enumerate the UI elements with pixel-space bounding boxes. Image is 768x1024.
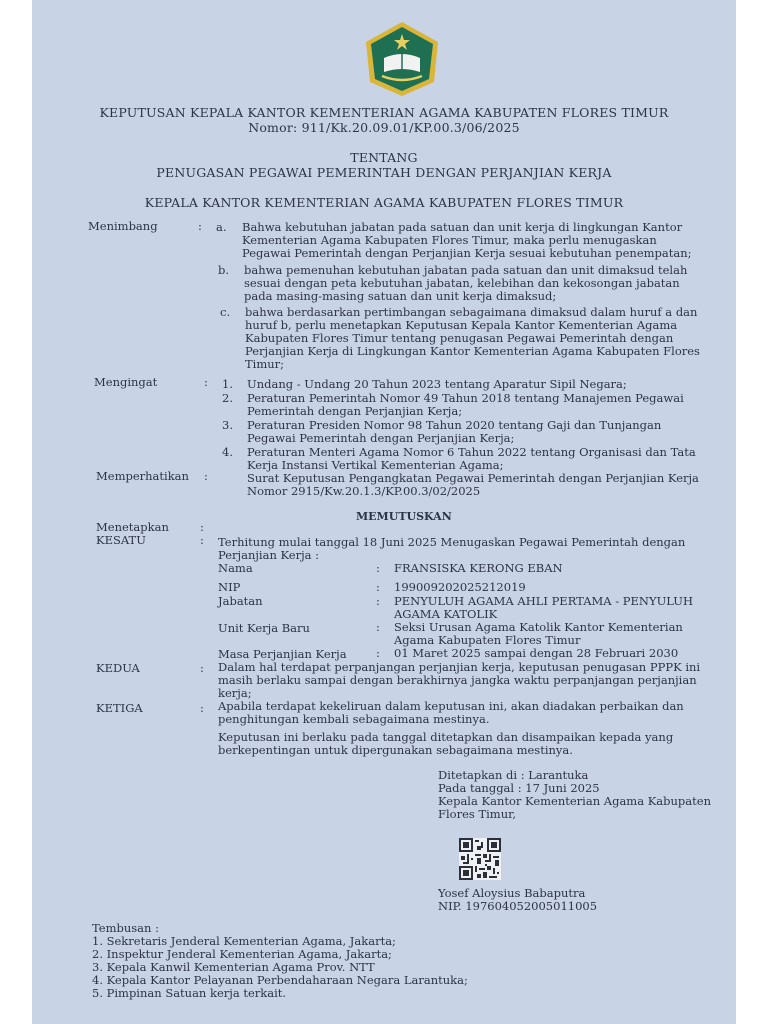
- decree-subject: PENUGASAN PEGAWAI PEMERINTAH DENGAN PERJANJIAN KERJA: [156, 165, 612, 180]
- item-line: Pegawai Pemerintah dengan Perjanjian Kerja sesuai kebutuhan penempatan;: [242, 246, 692, 260]
- tembusan-item: 5. Pimpinan Satuan kerja terkait.: [92, 986, 287, 1000]
- colon: :: [200, 533, 204, 547]
- field-value: Seksi Urusan Agama Katolik Kantor Kementerian: [394, 620, 683, 634]
- memperhatikan-label: Memperhatikan: [96, 469, 189, 483]
- signer-position: Flores Timur,: [438, 807, 516, 821]
- field-label: Nama: [218, 561, 253, 575]
- field-value: PENYULUH AGAMA AHLI PERTAMA - PENYULUH: [394, 594, 693, 608]
- item-marker: c.: [220, 305, 231, 319]
- memutuskan-heading: MEMUTUSKAN: [356, 510, 452, 523]
- colon: :: [376, 646, 380, 660]
- memperhatikan-line: Surat Keputusan Pengangkatan Pegawai Pemerintah dengan Perjanjian Kerja: [247, 471, 699, 485]
- kesatu-label: KESATU: [96, 533, 146, 547]
- colon: :: [198, 219, 202, 233]
- item-line: Kerja Instansi Vertikal Kementerian Agama;: [247, 458, 504, 472]
- closing-line: berkepentingan untuk dipergunakan sebagaimana mestinya.: [218, 743, 573, 757]
- menetapkan-label: Menetapkan: [96, 520, 169, 534]
- kesatu-line: Terhitung mulai tanggal 18 Juni 2025 Menugaskan Pegawai Pemerintah dengan: [218, 535, 686, 549]
- decree-number: Nomor: 911/Kk.20.09.01/KP.00.3/06/2025: [248, 120, 520, 135]
- ministry-emblem-icon: [362, 20, 442, 98]
- field-value: 199009202025212019: [394, 580, 526, 594]
- item-line: Peraturan Menteri Agama Nomor 6 Tahun 2022 tentang Organisasi dan Tata: [247, 445, 696, 459]
- menimbang-label: Menimbang: [88, 219, 158, 233]
- item-line: Kabupaten Flores Timur tentang penugasan Pegawai Pemerintah dengan: [245, 331, 674, 345]
- kedua-label: KEDUA: [96, 661, 140, 675]
- signer-nip: NIP. 197604052005011005: [438, 899, 598, 913]
- colon: :: [200, 661, 204, 675]
- colon: :: [204, 469, 208, 483]
- decree-title: KEPUTUSAN KEPALA KANTOR KEMENTERIAN AGAMA KABUPATEN FLORES TIMUR: [99, 105, 669, 120]
- item-line: Undang - Undang 20 Tahun 2023 tentang Aparatur Sipil Negara;: [247, 377, 627, 391]
- item-marker: 1.: [222, 377, 233, 391]
- item-marker: 2.: [222, 391, 233, 405]
- colon: :: [376, 580, 380, 594]
- tembusan-item: 4. Kepala Kantor Pelayanan Perbendaharaan Negara Larantuka;: [92, 973, 468, 987]
- colon: :: [376, 561, 380, 575]
- item-line: bahwa berdasarkan pertimbangan sebagaimana dimaksud dalam huruf a dan: [245, 305, 698, 319]
- item-line: Peraturan Presiden Nomor 98 Tahun 2020 tentang Gaji dan Tunjangan: [247, 418, 662, 432]
- item-line: Perjanjian Kerja di Lingkungan Kantor Kementerian Agama Kabupaten Flores: [245, 344, 700, 358]
- colon: :: [204, 375, 208, 389]
- field-value: 01 Maret 2025 sampai dengan 28 Februari 2030: [394, 646, 679, 660]
- item-marker: 4.: [222, 445, 233, 459]
- tembusan-item: 3. Kepala Kanwil Kementerian Agama Prov. NTT: [92, 960, 375, 974]
- item-line: Pegawai Pemerintah dengan Perjanjian Kerja;: [247, 431, 515, 445]
- colon: :: [200, 520, 204, 534]
- closing-line: Keputusan ini berlaku pada tanggal ditetapkan dan disampaikan kepada yang: [218, 730, 674, 744]
- kedua-line: masih berlaku sampai dengan berakhirnya jangka waktu perpanjangan perjanjian: [218, 673, 697, 687]
- issuer-title: KEPALA KANTOR KEMENTERIAN AGAMA KABUPATEN FLORES TIMUR: [144, 195, 624, 210]
- memperhatikan-line: Nomor 2915/Kw.20.1.3/KP.00.3/02/2025: [247, 484, 481, 498]
- colon: :: [200, 701, 204, 715]
- ketiga-line: Apabila terdapat kekeliruan dalam keputusan ini, akan diadakan perbaikan dan: [218, 699, 684, 713]
- item-line: bahwa pemenuhan kebutuhan jabatan pada satuan dan unit dimaksud telah: [244, 263, 688, 277]
- ditetapkan-di: Ditetapkan di : Larantuka: [438, 768, 589, 782]
- field-value: AGAMA KATOLIK: [394, 607, 498, 621]
- qr-code-icon: [459, 838, 501, 880]
- field-label: Unit Kerja Baru: [218, 621, 310, 635]
- signer-position: Kepala Kantor Kementerian Agama Kabupaten: [438, 794, 711, 808]
- field-label: NIP: [218, 580, 241, 594]
- tentang-label: TENTANG: [350, 150, 418, 165]
- field-label: Masa Perjanjian Kerja: [218, 647, 347, 661]
- item-line: Kementerian Agama Kabupaten Flores Timur, maka perlu menugaskan: [242, 233, 657, 247]
- item-line: Bahwa kebutuhan jabatan pada satuan dan unit kerja di lingkungan Kantor: [242, 220, 683, 234]
- tembusan-label: Tembusan :: [92, 921, 159, 935]
- document-page: [32, 0, 736, 1024]
- colon: :: [376, 594, 380, 608]
- field-label: Jabatan: [218, 594, 263, 608]
- field-value: FRANSISKA KERONG EBAN: [394, 561, 563, 575]
- signer-name: Yosef Aloysius Babaputra: [438, 886, 586, 900]
- tanggal-penetapan: Pada tanggal : 17 Juni 2025: [438, 781, 600, 795]
- colon: :: [376, 620, 380, 634]
- item-line: Timur;: [245, 357, 285, 371]
- item-line: huruf b, perlu menetapkan Keputusan Kepala Kantor Kementerian Agama: [245, 318, 678, 332]
- kedua-line: kerja;: [218, 686, 252, 700]
- item-line: Peraturan Pemerintah Nomor 49 Tahun 2018 tentang Manajemen Pegawai: [247, 391, 684, 405]
- item-line: Pemerintah dengan Perjanjian Kerja;: [247, 404, 463, 418]
- mengingat-label: Mengingat: [94, 375, 158, 389]
- item-marker: 3.: [222, 418, 233, 432]
- kesatu-line: Perjanjian Kerja :: [218, 548, 320, 562]
- tembusan-item: 1. Sekretaris Jenderal Kementerian Agama, Jakarta;: [92, 934, 396, 948]
- item-line: pada masing-masing satuan dan unit kerja dimaksud;: [244, 289, 557, 303]
- item-line: sesuai dengan peta kebutuhan jabatan, kelebihan dan kekosongan jabatan: [244, 276, 680, 290]
- ketiga-line: penghitungan kembali sebagaimana mestinya.: [218, 712, 490, 726]
- item-marker: b.: [218, 263, 230, 277]
- tembusan-item: 2. Inspektur Jenderal Kementerian Agama, Jakarta;: [92, 947, 392, 961]
- field-value: Agama Kabupaten Flores Timur: [394, 633, 581, 647]
- kedua-line: Dalam hal terdapat perpanjangan perjanjian kerja, keputusan penugasan PPPK ini: [218, 660, 701, 674]
- ketiga-label: KETIGA: [96, 701, 143, 715]
- item-marker: a.: [216, 220, 227, 234]
